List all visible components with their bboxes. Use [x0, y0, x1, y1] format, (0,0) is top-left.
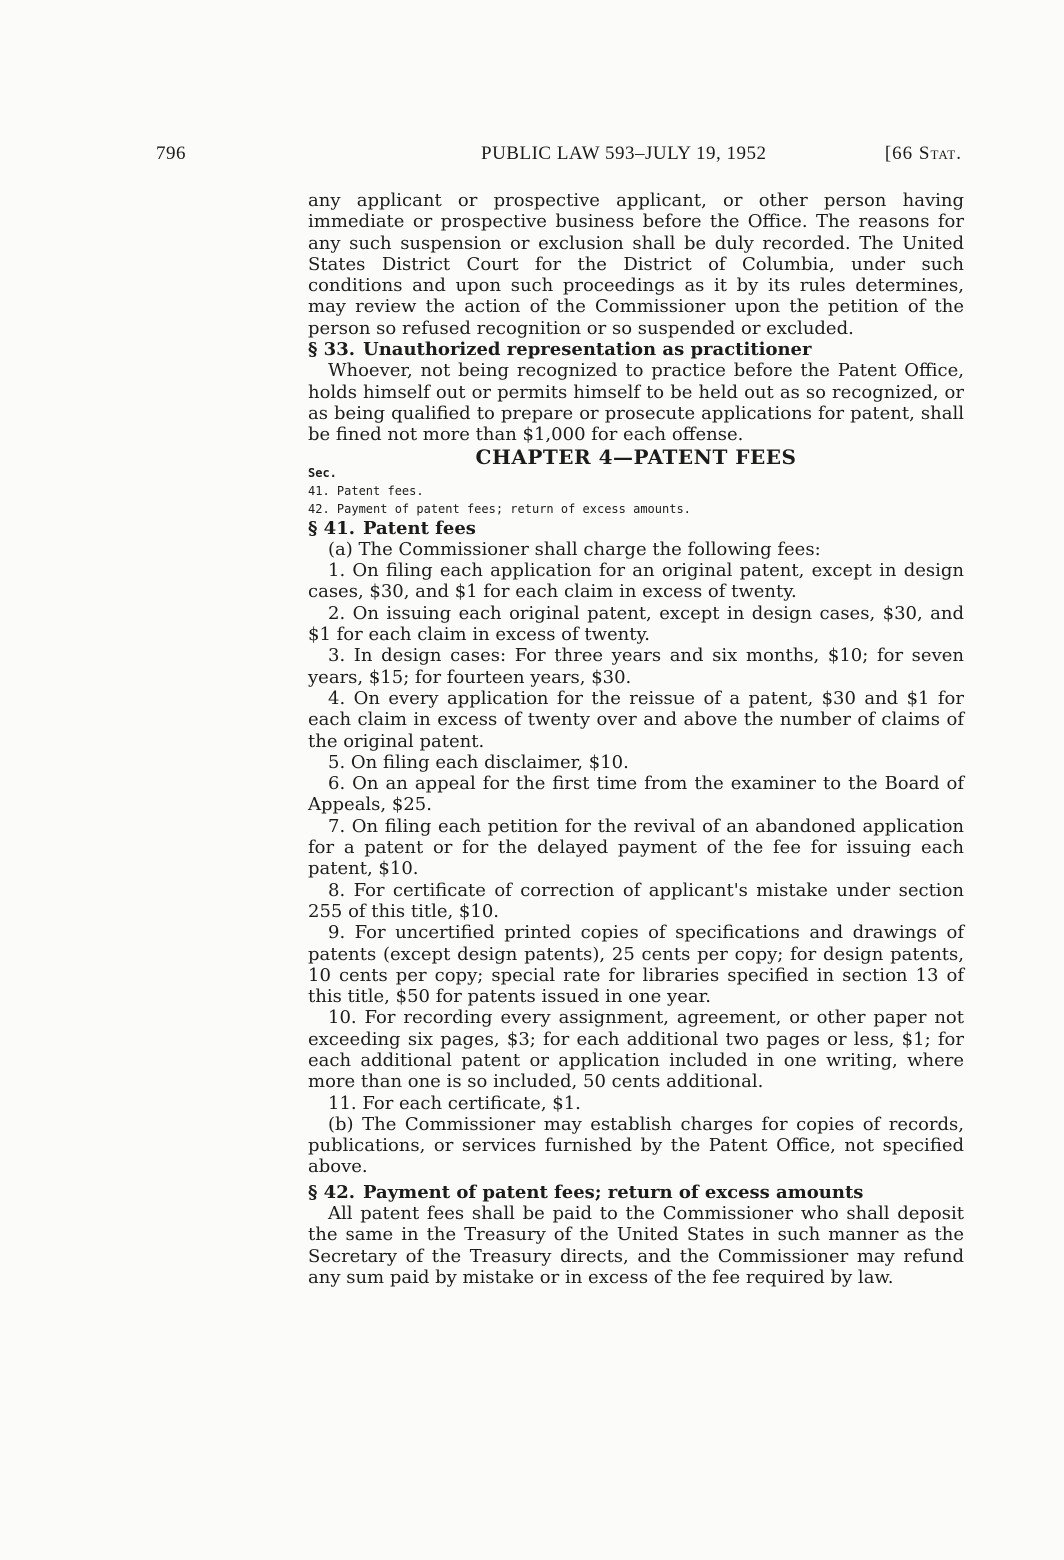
section-33-heading — [308, 339, 964, 360]
fee-item: 7. On filing each petition for the revival of an abandoned application for a patent or for the delayed payment of the fee for issuing each patent, $10. — [308, 815, 964, 880]
fee-item: 10. For recording every assignment, agreement, or other paper not exceeding six pages, $3; for each additional two pages or less, $1; for each additional patent or application included in one writing, where more than one is so included, 50 cents additional. — [308, 1007, 964, 1093]
section-41-title: Patent fees — [363, 517, 476, 539]
continuation-paragraph: any applicant or prospective applicant, or other person having immediate or prospective business before the Office. The reasons for any such suspension or exclusion shall be duly recorded. The United States District Court for the District of Columbia, under such conditions and upon such proceedings as it by its rules determines, may review the action of the Commissioner upon the petition of the person so refused recognition or so suspended or excluded. — [308, 190, 964, 339]
document-body — [308, 190, 964, 1288]
section-42-title: Payment of patent fees; return of excess amounts — [363, 1181, 864, 1203]
section-41-intro: (a) The Commissioner shall charge the following fees: — [328, 538, 821, 560]
toc-label: Sec. — [308, 465, 337, 480]
chapter-table-of-contents — [308, 464, 964, 518]
fee-item: 5. On filing each disclaimer, $10. — [328, 751, 629, 773]
fee-item: 1. On filing each application for an original patent, except in design cases, $30, and $1 for each claim in excess of twenty. — [308, 560, 964, 603]
fee-item: 8. For certificate of correction of applicant's mistake under section 255 of this title, $10. — [308, 879, 964, 922]
section-41-heading — [308, 518, 964, 539]
chapter-title: CHAPTER 4—PATENT FEES — [475, 444, 797, 469]
section-33-text: Whoever, not being recognized to practice before the Patent Office, holds himself out or permits himself to be held out as so recognized, or as being qualified to prepare or prosecute applications for patent, shall be fined not more than $1,000 for each offense. — [308, 360, 964, 446]
section-42-heading — [308, 1182, 964, 1203]
section-41-subsection-b: (b) The Commissioner may establish charges for copies of records, publications, or services furnished by the Patent Office, not specified above. — [308, 1113, 964, 1178]
section-33-symbol: § 33. — [308, 339, 355, 361]
fee-item: 6. On an appeal for the first time from the examiner to the Board of Appeals, $25. — [308, 773, 964, 816]
fee-item: 3. In design cases: For three years and six months, $10; for seven years, $15; for fourteen years, $30. — [308, 645, 964, 688]
fee-item: 4. On every application for the reissue of a patent, $30 and $1 for each claim in excess of twenty over and above the number of claims of the original patent. — [308, 687, 964, 752]
statute-reference: [66 Stat. — [884, 143, 962, 164]
running-title: PUBLIC LAW 593–JULY 19, 1952 — [481, 143, 767, 164]
fee-item: 2. On issuing each original patent, except in design cases, $30, and $1 for each claim in excess of twenty. — [308, 602, 964, 646]
toc-item: 41. Patent fees. — [308, 483, 424, 498]
section-41-symbol: § 41. — [308, 517, 355, 539]
fee-list — [308, 560, 964, 1114]
section-33-title: Unauthorized representation as practitioner — [363, 339, 812, 361]
fee-item: 11. For each certificate, $1. — [328, 1092, 581, 1114]
fee-item: 9. For uncertified printed copies of specifications and drawings of patents (except design patents), 25 cents per copy; for design patents, 10 cents per copy; special rate for libraries specified in section 13 of this title, $50 for patents issued in one year. — [308, 922, 964, 1008]
section-42-symbol: § 42. — [308, 1181, 355, 1203]
page-number: 796 — [156, 143, 186, 164]
section-42-text: All patent fees shall be paid to the Commissioner who shall deposit the same in the Treasury of the United States in such manner as the Secretary of the Treasury directs, and the Commissioner may refund any sum paid by mistake or in excess of the fee required by law. — [308, 1203, 964, 1288]
toc-item: 42. Payment of patent fees; return of excess amounts. — [308, 501, 691, 516]
page-header — [156, 143, 964, 173]
